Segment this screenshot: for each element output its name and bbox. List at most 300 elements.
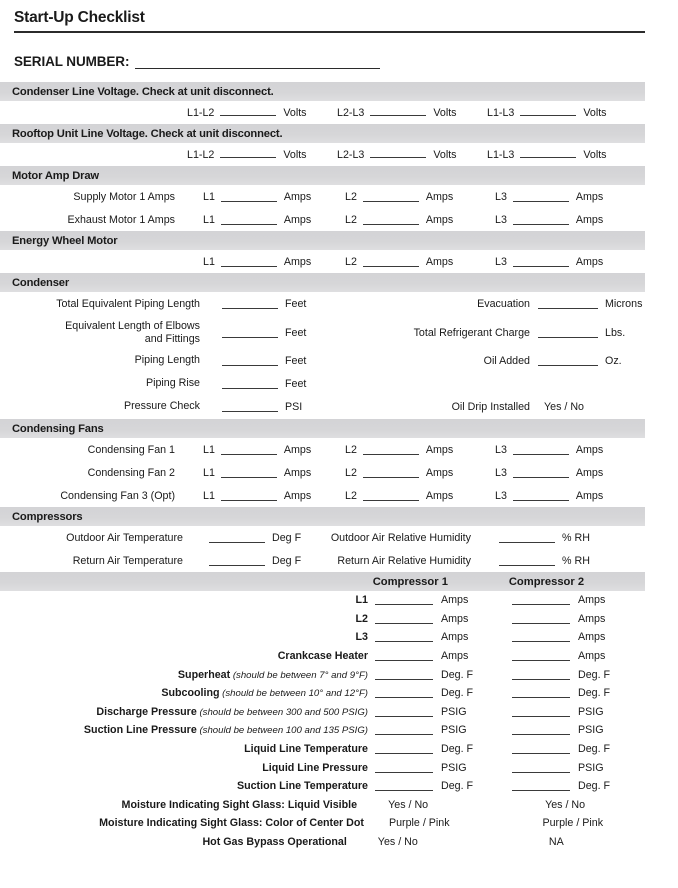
value-input[interactable] — [222, 356, 278, 366]
unit-label: Deg. F — [578, 743, 611, 756]
value-cell-compressor-1 — [375, 594, 512, 606]
unit-label: Deg F — [272, 531, 302, 544]
value-input[interactable] — [375, 744, 433, 754]
phase-cell-l1 — [203, 444, 345, 456]
row-label: Condensing Fan 1 — [87, 443, 175, 456]
value-cell-compressor-2 — [512, 780, 649, 792]
voltage-input-l1l3[interactable] — [520, 148, 576, 158]
value-input[interactable] — [512, 670, 570, 680]
value-input[interactable] — [512, 707, 570, 717]
phase-label: L1 — [203, 466, 215, 479]
row-label-text: Superheat — [177, 668, 231, 681]
value-cell-compressor-2 — [512, 743, 649, 755]
condenser-line-voltage-row — [0, 101, 678, 124]
voltage-cell-l1l2 — [187, 148, 337, 161]
row-value — [183, 555, 304, 567]
value-cell-compressor-1 — [375, 650, 512, 662]
row-label — [0, 631, 375, 643]
page-title: Start-Up Checklist — [14, 9, 145, 26]
amps-input-l1[interactable] — [221, 445, 277, 455]
condenser-row-total-equivalent-piping-length — [0, 292, 330, 316]
choice-option[interactable]: NA — [548, 836, 564, 849]
row-label — [0, 836, 354, 848]
amps-input-l2[interactable] — [363, 257, 419, 267]
value-input[interactable] — [512, 763, 570, 773]
row-value — [471, 532, 590, 544]
row-label-text: Liquid Line Temperature — [244, 743, 368, 756]
value-cell-compressor-2 — [512, 669, 649, 681]
condenser-row-total-refrigerant-charge — [330, 316, 678, 349]
unit-label: Deg. F — [441, 668, 474, 681]
row-label-text: L2 — [355, 612, 368, 625]
phase-label: L1 — [203, 213, 215, 226]
compressor-table-header — [0, 572, 645, 591]
row-label-note: (should be between 100 and 135 PSIG) — [196, 725, 368, 737]
choice-option[interactable]: Yes / No — [545, 798, 586, 811]
phase-label: L1 — [203, 255, 215, 268]
section-title: Condenser — [12, 276, 70, 289]
amps-input-l3[interactable] — [513, 257, 569, 267]
row-value — [200, 378, 306, 390]
voltage-input-l1l3[interactable] — [520, 106, 576, 116]
unit-label: Amps — [425, 489, 454, 502]
value-input[interactable] — [375, 595, 433, 605]
phase-label: L3 — [495, 213, 507, 226]
compressor-table-row — [0, 758, 678, 777]
voltage-pair-label: L2-L3 — [337, 107, 365, 119]
value-cell-compressor-1 — [375, 780, 512, 792]
phase-cell-l3 — [495, 191, 645, 203]
value-input[interactable] — [222, 299, 278, 309]
section-header-condensing-fans — [0, 419, 645, 438]
row-label-text: Liquid Line Pressure — [262, 761, 368, 774]
section-title: Energy Wheel Motor — [12, 234, 118, 247]
row-label — [0, 743, 375, 755]
value-input[interactable] — [375, 632, 433, 642]
rooftop-line-voltage-row — [0, 143, 678, 166]
amps-input-l2[interactable] — [363, 491, 419, 501]
row-value — [530, 327, 625, 339]
compressor-table-row — [0, 665, 678, 684]
value-input[interactable] — [375, 688, 433, 698]
unit-label: PSIG — [578, 705, 604, 718]
value-input[interactable] — [512, 632, 570, 642]
row-label: Exhaust Motor 1 Amps — [67, 213, 175, 226]
unit-label: PSIG — [578, 761, 604, 774]
value-cell-compressor-2 — [512, 631, 649, 643]
unit-label: Lbs. — [605, 326, 626, 339]
row-label — [0, 780, 375, 792]
phase-label: L3 — [495, 255, 507, 268]
value-input[interactable] — [375, 670, 433, 680]
row-label: Total Refrigerant Charge — [413, 326, 530, 339]
section-title: Condenser Line Voltage. Check at unit disconnect. — [12, 85, 274, 98]
unit-label: Microns — [605, 298, 643, 310]
value-cell-compressor-1 — [375, 613, 512, 625]
row-label: Piping Length — [134, 354, 200, 367]
unit-label: Deg. F — [578, 668, 611, 681]
value-input[interactable] — [512, 651, 570, 661]
compressor-table-row — [0, 591, 678, 610]
phase-label: L1 — [203, 443, 215, 456]
row-label: Outdoor Air Temperature — [66, 531, 183, 544]
phase-label: L1 — [203, 489, 215, 502]
unit-label: Amps — [425, 466, 454, 479]
row-label — [0, 687, 375, 699]
amps-input-l3[interactable] — [513, 468, 569, 478]
motor-amp-row-exhaust — [0, 208, 678, 231]
unit-label: PSIG — [441, 724, 467, 737]
choice-cell-compressor-1 — [364, 799, 521, 811]
row-value — [530, 298, 642, 310]
row-label — [0, 669, 375, 681]
phase-cell-l2 — [345, 191, 495, 203]
value-cell-compressor-2 — [512, 650, 649, 662]
condenser-row-pressure-check — [0, 395, 330, 418]
row-label: Return Air Temperature — [72, 554, 183, 567]
row-label: Equivalent Length of Elbows and Fittings — [65, 320, 200, 345]
unit-label: Deg. F — [441, 687, 474, 700]
value-cell-compressor-2 — [512, 613, 649, 625]
section-header-condenser — [0, 273, 645, 292]
choice-cell-compressor-2 — [507, 836, 678, 848]
unit-label: Volts — [283, 149, 307, 161]
row-label-text: Moisture Indicating Sight Glass: Color of Center Dot — [99, 817, 364, 830]
unit-label: Amps — [441, 650, 469, 663]
row-label: Return Air Relative Humidity — [337, 554, 471, 567]
value-cell-compressor-2 — [512, 762, 649, 774]
unit-label: Feet — [285, 354, 307, 367]
value-input[interactable] — [499, 556, 555, 566]
row-label — [0, 594, 375, 606]
value-input[interactable] — [538, 328, 598, 338]
unit-label: Deg F — [272, 554, 302, 567]
section-title: Condensing Fans — [12, 422, 104, 435]
voltage-pair-label: L1-L3 — [487, 149, 515, 161]
value-cell-compressor-2 — [512, 594, 649, 606]
amps-input-l2[interactable] — [363, 215, 419, 225]
row-label — [0, 613, 375, 625]
value-input[interactable] — [375, 763, 433, 773]
row-value — [530, 401, 584, 413]
phase-label: L2 — [345, 190, 357, 203]
unit-label: Amps — [425, 443, 454, 456]
row-label: Oil Drip Installed — [451, 400, 530, 413]
unit-label: Amps — [283, 443, 312, 456]
compressor-table-row — [0, 814, 678, 833]
phase-cell-l2 — [345, 444, 495, 456]
phase-label: L2 — [345, 489, 357, 502]
unit-label: Deg. F — [578, 780, 611, 793]
value-cell-compressor-2 — [512, 706, 649, 718]
amps-input-l3[interactable] — [513, 192, 569, 202]
row-label: Outdoor Air Relative Humidity — [330, 531, 471, 544]
amps-input-l3[interactable] — [513, 215, 569, 225]
value-cell-compressor-1 — [375, 669, 512, 681]
row-label: Condensing Fan 2 — [87, 466, 175, 479]
section-title: Compressors — [12, 510, 83, 523]
value-input[interactable] — [512, 614, 570, 624]
value-input[interactable] — [538, 299, 598, 309]
row-label: Evacuation — [477, 298, 530, 310]
unit-label: Amps — [578, 631, 606, 644]
row-label — [0, 817, 371, 829]
unit-label: Feet — [285, 377, 307, 390]
condenser-right-column — [330, 292, 678, 418]
value-cell-compressor-1 — [375, 743, 512, 755]
choice-option[interactable]: Purple / Pink — [388, 817, 450, 830]
value-input[interactable] — [375, 614, 433, 624]
amps-input-l3[interactable] — [513, 491, 569, 501]
value-input[interactable] — [512, 781, 570, 791]
condenser-row-evacuation — [330, 292, 678, 316]
choice-option[interactable]: Purple / Pink — [542, 817, 604, 830]
unit-label: Amps — [441, 631, 469, 644]
choice-option[interactable]: Yes / No — [388, 798, 429, 811]
value-cell-compressor-2 — [512, 687, 649, 699]
phase-cell-l3 — [495, 256, 645, 268]
compressor-table-row — [0, 647, 678, 666]
row-value — [200, 327, 306, 339]
row-label-text: Discharge Pressure — [96, 705, 197, 718]
unit-label: Deg. F — [441, 780, 474, 793]
unit-label: Amps — [425, 213, 454, 226]
value-input[interactable] — [209, 533, 265, 543]
condensing-fan-row-2 — [0, 461, 678, 484]
row-value — [200, 401, 302, 413]
amps-input-l1[interactable] — [221, 192, 277, 202]
voltage-input-l2l3[interactable] — [370, 106, 426, 116]
compressor-air-row-return — [0, 549, 678, 572]
phase-label: L2 — [345, 213, 357, 226]
unit-label: Amps — [283, 190, 312, 203]
row-value — [471, 555, 590, 567]
value-input[interactable] — [512, 688, 570, 698]
unit-label: Volts — [433, 107, 457, 119]
unit-label: Deg. F — [578, 687, 611, 700]
condenser-row-piping-length — [0, 349, 330, 372]
unit-label: Amps — [575, 190, 604, 203]
amps-input-l2[interactable] — [363, 192, 419, 202]
voltage-input-l2l3[interactable] — [370, 148, 426, 158]
amps-input-l1[interactable] — [221, 257, 277, 267]
value-input[interactable] — [222, 379, 278, 389]
row-value — [183, 532, 304, 544]
amps-input-l3[interactable] — [513, 445, 569, 455]
value-input[interactable] — [222, 328, 278, 338]
value-cell-compressor-1 — [375, 762, 512, 774]
row-label-note: (should be between 7° and 9°F) — [230, 669, 368, 681]
row-label — [0, 650, 375, 662]
serial-number-row — [0, 33, 678, 69]
section-header-rooftop-line-voltage — [0, 124, 645, 143]
compressor-table-row — [0, 628, 678, 647]
row-label-text: Hot Gas Bypass Operational — [202, 836, 347, 849]
phase-label: L3 — [495, 466, 507, 479]
phase-label: L2 — [345, 443, 357, 456]
value-input[interactable] — [375, 707, 433, 717]
choice-cell-compressor-2 — [524, 817, 678, 829]
compressor-air-row-outdoor — [0, 526, 678, 549]
unit-label: Amps — [425, 190, 454, 203]
compressor-table-body — [0, 591, 678, 851]
yes-no-choice[interactable]: Yes / No — [544, 400, 585, 413]
value-cell-compressor-1 — [375, 631, 512, 643]
compressor-table-row — [0, 740, 678, 759]
unit-label: Amps — [575, 443, 604, 456]
unit-label: Amps — [578, 650, 606, 663]
value-input[interactable] — [499, 533, 555, 543]
row-label-text: Moisture Indicating Sight Glass: Liquid Visible — [121, 798, 358, 811]
unit-label: Amps — [578, 612, 606, 625]
condenser-grid — [0, 292, 678, 419]
voltage-input-l1l2[interactable] — [220, 106, 276, 116]
unit-label: Volts — [583, 107, 607, 119]
voltage-cell-l1l2 — [187, 106, 337, 119]
value-input[interactable] — [375, 651, 433, 661]
section-header-compressors — [0, 507, 645, 526]
section-header-energy-wheel-motor — [0, 231, 645, 250]
phase-label: L3 — [495, 443, 507, 456]
row-label-note: (should be between 300 and 500 PSIG) — [196, 706, 368, 718]
row-label — [0, 706, 375, 718]
row-label-text: Subcooling — [161, 687, 220, 700]
compressor-table-row — [0, 796, 678, 815]
unit-label: PSIG — [441, 705, 467, 718]
section-title: Rooftop Unit Line Voltage. Check at unit disconnect. — [12, 127, 283, 140]
value-input[interactable] — [222, 402, 278, 412]
phase-cell-l2 — [345, 490, 495, 502]
amps-input-l1[interactable] — [221, 491, 277, 501]
unit-label: PSIG — [441, 761, 467, 774]
row-label — [0, 799, 364, 811]
motor-amp-row-supply — [0, 185, 678, 208]
unit-label: Amps — [575, 213, 604, 226]
row-label-text: L3 — [355, 631, 368, 644]
unit-label: Amps — [425, 255, 454, 268]
choice-option[interactable]: Yes / No — [377, 836, 418, 849]
unit-label: Oz. — [605, 354, 622, 367]
phase-label: L2 — [345, 255, 357, 268]
choice-cell-compressor-2 — [521, 799, 678, 811]
section-header-motor-amp-draw — [0, 166, 645, 185]
voltage-pair-label: L1-L2 — [187, 149, 215, 161]
phase-label: L3 — [495, 190, 507, 203]
value-input[interactable] — [375, 781, 433, 791]
column-header-compressor-1: Compressor 1 — [372, 575, 448, 588]
value-input[interactable] — [538, 356, 598, 366]
compressor-table-row — [0, 777, 678, 796]
serial-number-label: SERIAL NUMBER: — [14, 54, 130, 69]
unit-label: Amps — [283, 466, 312, 479]
value-input[interactable] — [512, 725, 570, 735]
row-value — [530, 355, 622, 367]
energy-wheel-motor-row — [0, 250, 678, 273]
value-cell-compressor-1 — [375, 706, 512, 718]
phase-cell-l1 — [203, 191, 345, 203]
unit-label: Feet — [285, 326, 307, 339]
phase-cell-l2 — [345, 467, 495, 479]
choice-cell-compressor-1 — [354, 836, 507, 848]
row-label-note: (should be between 10° and 12°F) — [219, 688, 368, 700]
amps-input-l2[interactable] — [363, 468, 419, 478]
condenser-row-oil-drip-installed — [330, 395, 678, 418]
phase-cell-l1 — [203, 490, 345, 502]
value-input[interactable] — [375, 725, 433, 735]
phase-cell-l3 — [495, 214, 645, 226]
amps-input-l1[interactable] — [221, 468, 277, 478]
condensing-fan-row-3 — [0, 484, 678, 507]
section-title: Motor Amp Draw — [12, 169, 99, 182]
compressor-table-row — [0, 833, 678, 852]
voltage-pair-label: L1-L3 — [487, 107, 515, 119]
row-label — [0, 762, 375, 774]
voltage-input-l1l2[interactable] — [220, 148, 276, 158]
row-label: Total Equivalent Piping Length — [56, 297, 200, 310]
unit-label: Amps — [575, 255, 604, 268]
unit-label: % RH — [562, 531, 590, 544]
row-label: Pressure Check — [123, 400, 200, 413]
phase-label: L3 — [495, 489, 507, 502]
condenser-row-oil-added — [330, 349, 678, 372]
condenser-left-column — [0, 292, 330, 418]
unit-label: Deg. F — [441, 743, 474, 756]
voltage-cell-l1l3 — [487, 148, 607, 161]
phase-cell-l3 — [495, 467, 645, 479]
compressor-table-row — [0, 610, 678, 629]
unit-label: PSIG — [578, 724, 604, 737]
row-label-text: Suction Line Temperature — [236, 780, 368, 793]
row-label-text: Suction Line Pressure — [83, 724, 197, 737]
row-value — [200, 355, 306, 367]
unit-label: Volts — [433, 149, 457, 161]
serial-number-input[interactable] — [135, 55, 380, 69]
voltage-pair-label: L1-L2 — [187, 107, 215, 119]
phase-label: L2 — [345, 466, 357, 479]
row-label — [0, 724, 375, 736]
value-cell-compressor-1 — [375, 687, 512, 699]
value-cell-compressor-2 — [512, 724, 649, 736]
condenser-row-piping-rise — [0, 372, 330, 395]
phase-cell-l3 — [495, 490, 645, 502]
unit-label: Amps — [578, 594, 606, 607]
condenser-row-equivalent-length-elbows-fittings — [0, 316, 330, 349]
unit-label: Amps — [575, 489, 604, 502]
row-label: Supply Motor 1 Amps — [73, 190, 175, 203]
choice-cell-compressor-1 — [371, 817, 525, 829]
condenser-row-spacer — [330, 372, 678, 395]
value-input[interactable] — [209, 556, 265, 566]
amps-input-l1[interactable] — [221, 215, 277, 225]
unit-label: Amps — [283, 489, 312, 502]
row-label-text: L1 — [355, 594, 368, 607]
voltage-pair-label: L2-L3 — [337, 149, 365, 161]
title-block — [0, 0, 678, 33]
section-header-condenser-line-voltage — [0, 82, 645, 101]
value-cell-compressor-1 — [375, 724, 512, 736]
phase-cell-l2 — [345, 214, 495, 226]
amps-input-l2[interactable] — [363, 445, 419, 455]
unit-label: Volts — [283, 107, 307, 119]
phase-label: L1 — [203, 190, 215, 203]
voltage-cell-l2l3 — [337, 148, 487, 161]
row-label: Piping Rise — [145, 377, 200, 390]
value-input[interactable] — [512, 595, 570, 605]
row-label: Oil Added — [483, 354, 530, 367]
row-value — [200, 298, 306, 310]
compressor-table-row — [0, 703, 678, 722]
value-input[interactable] — [512, 744, 570, 754]
